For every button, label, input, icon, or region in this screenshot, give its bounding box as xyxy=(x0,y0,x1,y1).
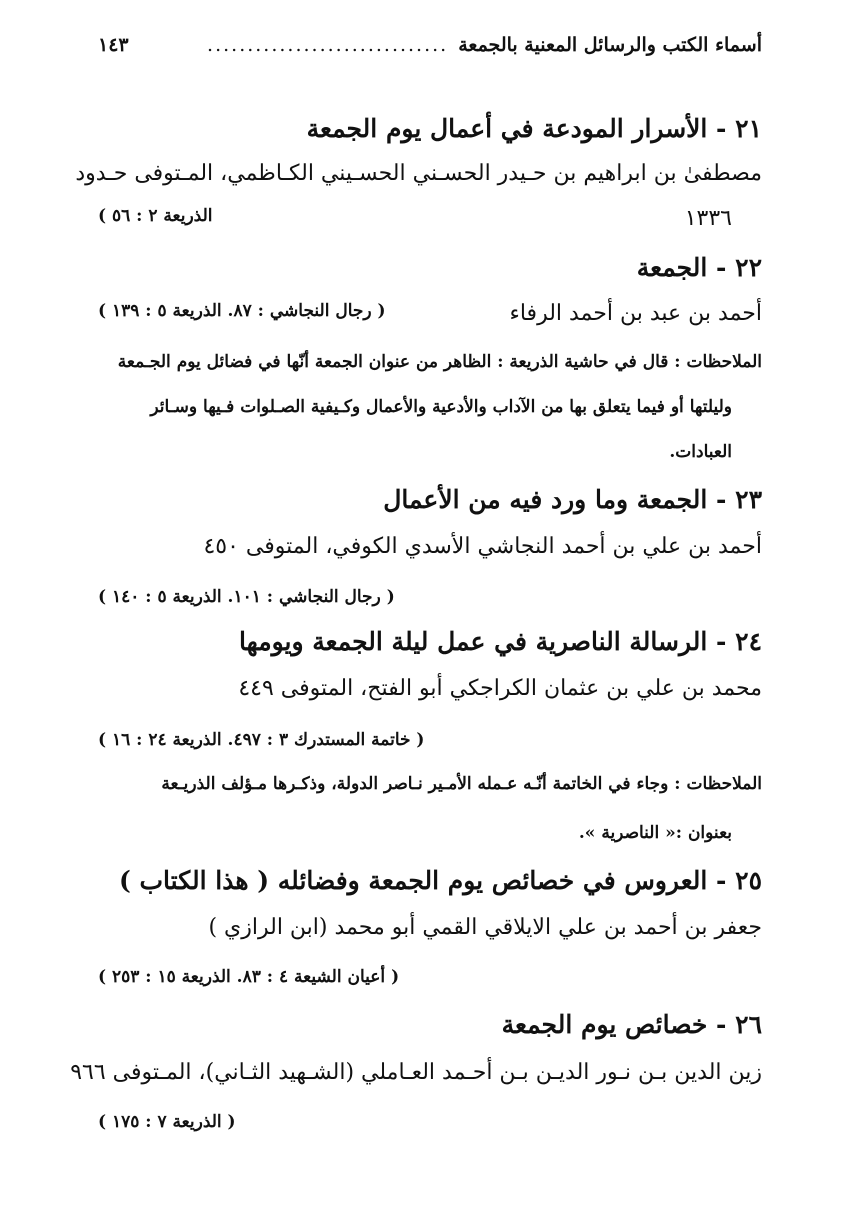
page-number: ١٤٣ xyxy=(98,34,129,56)
entry-reference-row xyxy=(98,1112,762,1132)
entry-note: الملاحظات : وجاء في الخاتمة أنّـه عـمله الأمـير نـاصر الدولة، وذكـرها مـؤلف الذريـعة xyxy=(161,774,762,794)
entry-title: ٢١ - الأسرار المودعة في أعمال يوم الجمعة xyxy=(306,114,762,143)
running-title: أسماء الكتب والرسائل المعنية بالجمعة xyxy=(458,34,762,56)
entry-reference: الذريعة ٢ : ٥٦ ) xyxy=(98,206,213,226)
entry-note: الملاحظات : قال في حاشية الذريعة : الظاهر من عنوان الجمعة أنّها في فضائل يوم الجـمعة xyxy=(117,352,762,372)
entry-reference-row xyxy=(98,730,762,750)
entry-note-continued: وليلتها أو فيما يتعلق بها من الآداب والأدعية والأعمال وكـيفية الصـلوات فـيها وسـائر xyxy=(150,397,732,417)
entry-reference: ( رجال النجاشي : ١٠١. الذريعة ٥ : ١٤٠ ) xyxy=(98,587,395,607)
entry-title: ٢٦ - خصائص يوم الجمعة xyxy=(501,1010,762,1039)
entry-reference: ( خاتمة المستدرك ٣ : ٤٩٧. الذريعة ٢٤ : ١٦ ) xyxy=(98,730,425,750)
entry-author: مصطفىٰ بن ابراهيم بن حـيدر الحسـني الحسـيني الكـاظمي، المـتوفى حـدود xyxy=(75,161,762,186)
entry-reference: ( الذريعة ٧ : ١٧٥ ) xyxy=(98,1112,236,1132)
leader-dots: .............................. xyxy=(207,34,449,56)
death-year: ١٣٣٦ xyxy=(684,206,732,231)
entry-title: ٢٣ - الجمعة وما ورد فيه من الأعمال xyxy=(383,485,762,514)
entry-reference-row xyxy=(98,587,762,607)
entry-author: أحمد بن عبد بن أحمد الرفاء xyxy=(509,301,762,326)
entry-author: جعفر بن أحمد بن علي الايلاقي القمي أبو محمد (ابن الرازي ) xyxy=(208,915,762,940)
entry-note-continued: بعنوان :« الناصرية ». xyxy=(578,823,732,843)
entry-title: ٢٢ - الجمعة xyxy=(636,253,762,282)
entry-title: ٢٥ - العروس في خصائص يوم الجمعة وفضائله ( هذا الكتاب ) xyxy=(118,866,762,895)
entry-author: محمد بن علي بن عثمان الكراجكي أبو الفتح، المتوفى ٤٤٩ xyxy=(238,676,762,701)
entry-author-continued xyxy=(98,206,762,231)
entry-reference-row xyxy=(98,967,762,987)
entry-reference: ( أعيان الشيعة ٤ : ٨٣. الذريعة ١٥ : ٢٥٣ ) xyxy=(98,967,400,987)
entry-reference: ( رجال النجاشي : ٨٧. الذريعة ٥ : ١٣٩ ) xyxy=(98,301,386,321)
entry-note-continued: العبادات. xyxy=(669,442,732,462)
entry-author: أحمد بن علي بن أحمد النجاشي الأسدي الكوفي، المتوفى ٤٥٠ xyxy=(203,534,762,559)
page-header xyxy=(98,34,762,56)
entry-author-row xyxy=(98,301,762,326)
entry-author: زين الدين بـن نـور الديـن بـن أحـمد العـاملي (الشـهيد الثـاني)، المـتوفى ٩٦٦ xyxy=(70,1060,762,1085)
entry-title: ٢٤ - الرسالة الناصرية في عمل ليلة الجمعة ويومها xyxy=(239,627,762,656)
